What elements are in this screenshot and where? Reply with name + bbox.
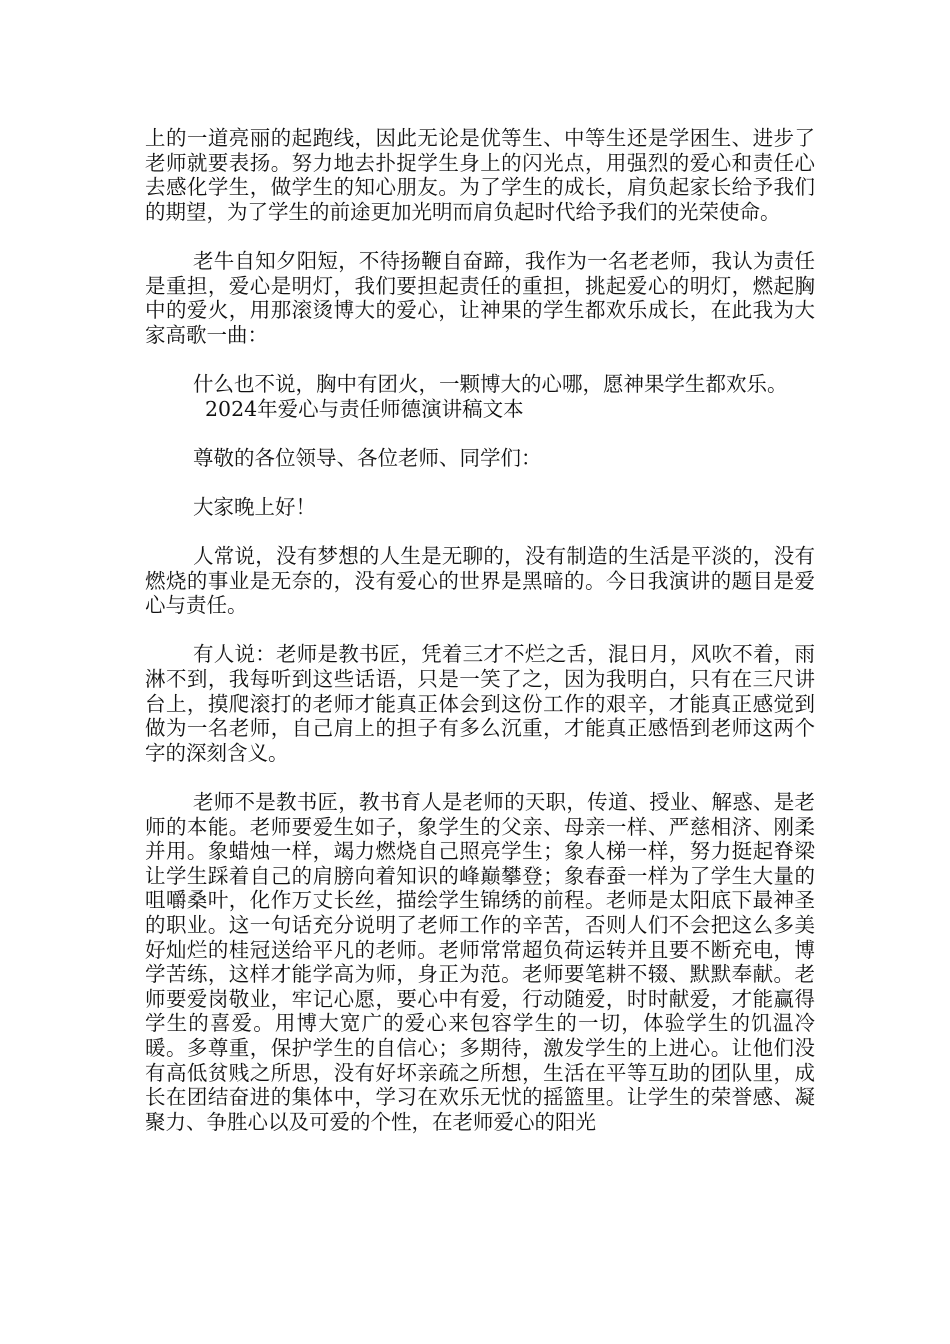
paragraph-teacher-role: 老师不是教书匠，教书育人是老师的天职，传道、授业、解惑、是老师的本能。老师要爱生如子，象学生的父亲、母亲一样、严慈相济、刚柔并用。象蜡烛一样，竭力燃烧自己照亮学生；象人梯一样，努力挺起脊梁让学生踩着自己的肩膀向着知识的峰巅攀登；象春蚕一样为了学生大量的咀嚼桑叶，化作万丈长丝，描绘学生锦绣的前程。老师是太阳底下最神圣的职业。这一句话充分说明了老师工作的辛苦，否则人们不会把这么多美好灿烂的桂冠送给平凡的老师。老师常常超负荷运转并且要不断充电，博学苦练，这样才能学高为师，身正为范。老师要笔耕不辍、默默奉献。老师要爱岗敬业，牢记心愿，要心中有爱，行动随爱，时时献爱，才能赢得学生的喜爱。用博大宽广的爱心来包容学生的一切，体验学生的饥温冷暖。多尊重，保护学生的自信心；多期待，激发学生的上进心。让他们没有高低贫贱之所思，没有好坏亲疏之所想，生活在平等互助的团队里，成长在团结奋进的集体中，学习在欢乐无忧的摇篮里。让学生的荣誉感、凝聚力、争胜心以及可爱的个性，在老师爱心的阳光: [145, 790, 815, 1134]
paragraph-some-say: 有人说：老师是教书匠，凭着三才不烂之舌，混日月，风吹不着，雨淋不到，我每听到这些话语，只是一笑了之，因为我明白，只有在三尺讲台上，摸爬滚打的老师才能真正体会到这份工作的艰辛，才能真正感觉到做为一名老师，自己肩上的担子有多么沉重，才能真正感悟到老师这两个字的深刻含义。: [145, 642, 815, 765]
speech-title: 2024年爱心与责任师德演讲稿文本: [205, 396, 524, 421]
document-body: [145, 126, 815, 1159]
paragraph-song: 什么也不说，胸中有团火，一颗博大的心哪，愿神果学生都欢乐。: [193, 371, 788, 396]
paragraph-continued: 上的一道亮丽的起跑线，因此无论是优等生、中等生还是学困生、进步了老师就要表扬。努力地去扑捉学生身上的闪光点，用强烈的爱心和责任心去感化学生，做学生的知心朋友。为了学生的成长，肩负起家长给予我们的期望，为了学生的前途更加光明而肩负起时代给予我们的光荣使命。: [145, 126, 815, 224]
paragraph-intro: 人常说，没有梦想的人生是无聊的，没有制造的生活是平淡的，没有燃烧的事业是无奈的，没有爱心的世界是黑暗的。今日我演讲的题目是爱心与责任。: [145, 544, 815, 618]
paragraph-old-ox: 老牛自知夕阳短，不待扬鞭自奋蹄，我作为一名老老师，我认为责任是重担，爱心是明灯，我们要担起责任的重担，挑起爱心的明灯，燃起胸中的爱火，用那滚烫博大的爱心，让神果的学生都欢乐成长，在此我为大家高歌一曲：: [145, 248, 815, 347]
greeting: 大家晚上好！: [193, 494, 316, 519]
salutation: 尊敬的各位领导、各位老师、同学们：: [193, 445, 542, 470]
